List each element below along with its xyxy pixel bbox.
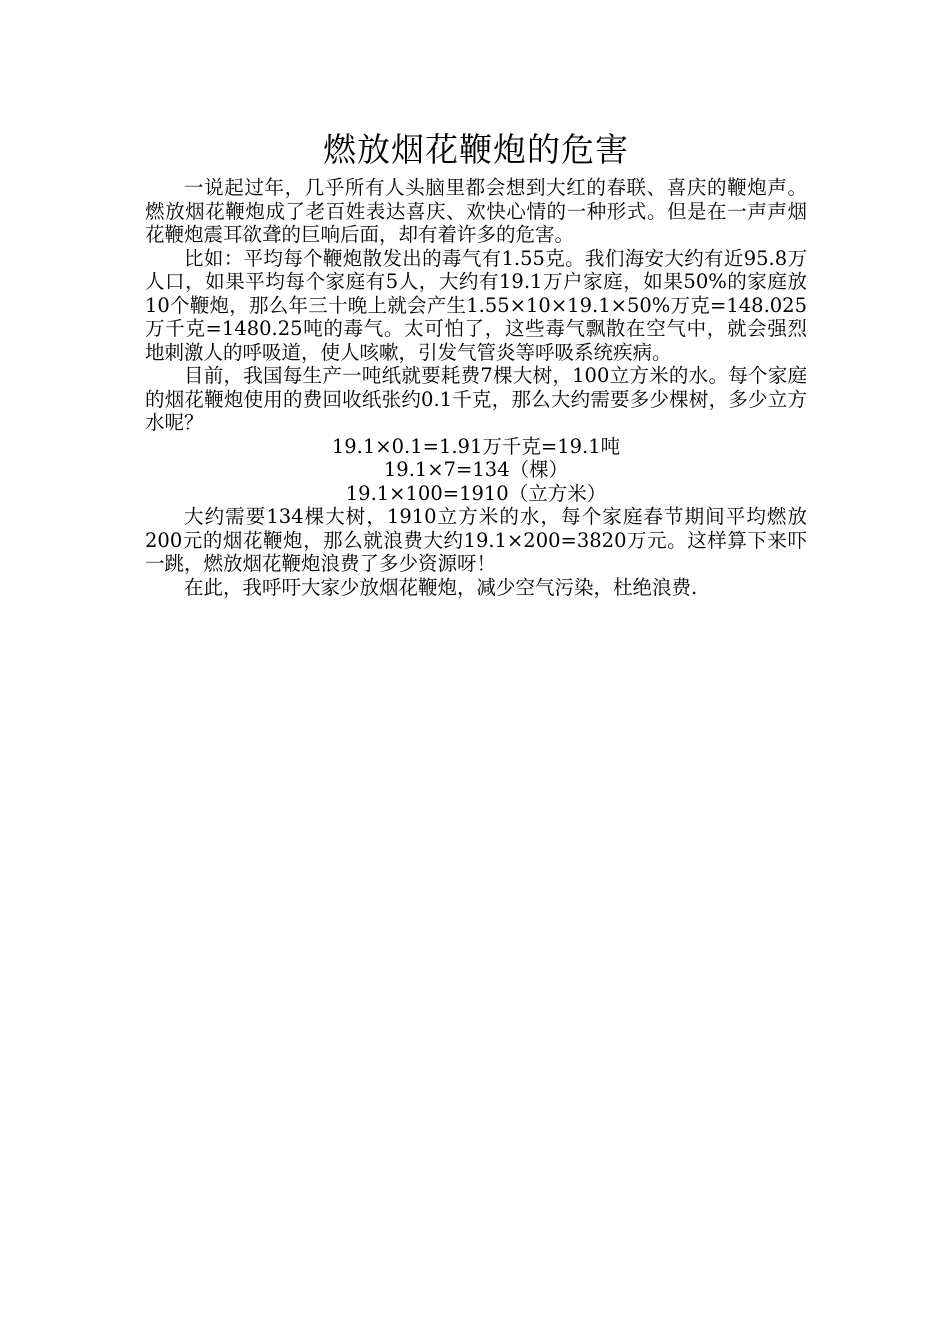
calculation-line-weight: 19.1×0.1=1.91万千克=19.1吨 — [331, 434, 621, 458]
calculation-line-water: 19.1×100=1910（立方米） — [345, 481, 607, 505]
paragraph-appeal: 在此，我呼吁大家少放烟花鞭炮，减少空气污染，杜绝浪费. — [184, 575, 698, 599]
paragraph-paper-question: 目前，我国每生产一吨纸就要耗费7棵大树，100立方米的水。每个家庭的烟花鞭炮使用的费回收纸张约0.1千克，那么大约需要多少棵树，多少立方水呢？ — [145, 364, 807, 434]
document-page — [145, 128, 807, 599]
calculation-line-trees: 19.1×7=134（棵） — [383, 458, 569, 481]
paragraph-intro: 一说起过年，几乎所有人头脑里都会想到大红的春联、喜庆的鞭炮声。燃放烟花鞭炮成了老百姓表达喜庆、欢快心情的一种形式。但是在一声声烟花鞭炮震耳欲聋的巨响后面，却有着许多的危害。 — [145, 176, 807, 246]
paragraph-toxic-gas: 比如：平均每个鞭炮散发出的毒气有1.55克。我们海安大约有近95.8万人口，如果平均每个家庭有5人，大约有19.1万户家庭，如果50%的家庭放10个鞭炮，那么年三十晚上就会产生1.55×10×19.1×50%万克=148.025万千克=1480.25吨的毒气。太可怕了，这些毒气飘散在空气中，就会强烈地刺激人的呼吸道，使人咳嗽，引发气管炎等呼吸系统疾病。 — [145, 246, 807, 364]
document-title: 燃放烟花鞭炮的危害 — [323, 130, 629, 169]
paragraph-waste-summary: 大约需要134棵大树，1910立方米的水，每个家庭春节期间平均燃放200元的烟花鞭炮，那么就浪费大约19.1×200=3820万元。这样算下来吓一跳，燃放烟花鞭炮浪费了多少资源呀！ — [145, 505, 807, 575]
